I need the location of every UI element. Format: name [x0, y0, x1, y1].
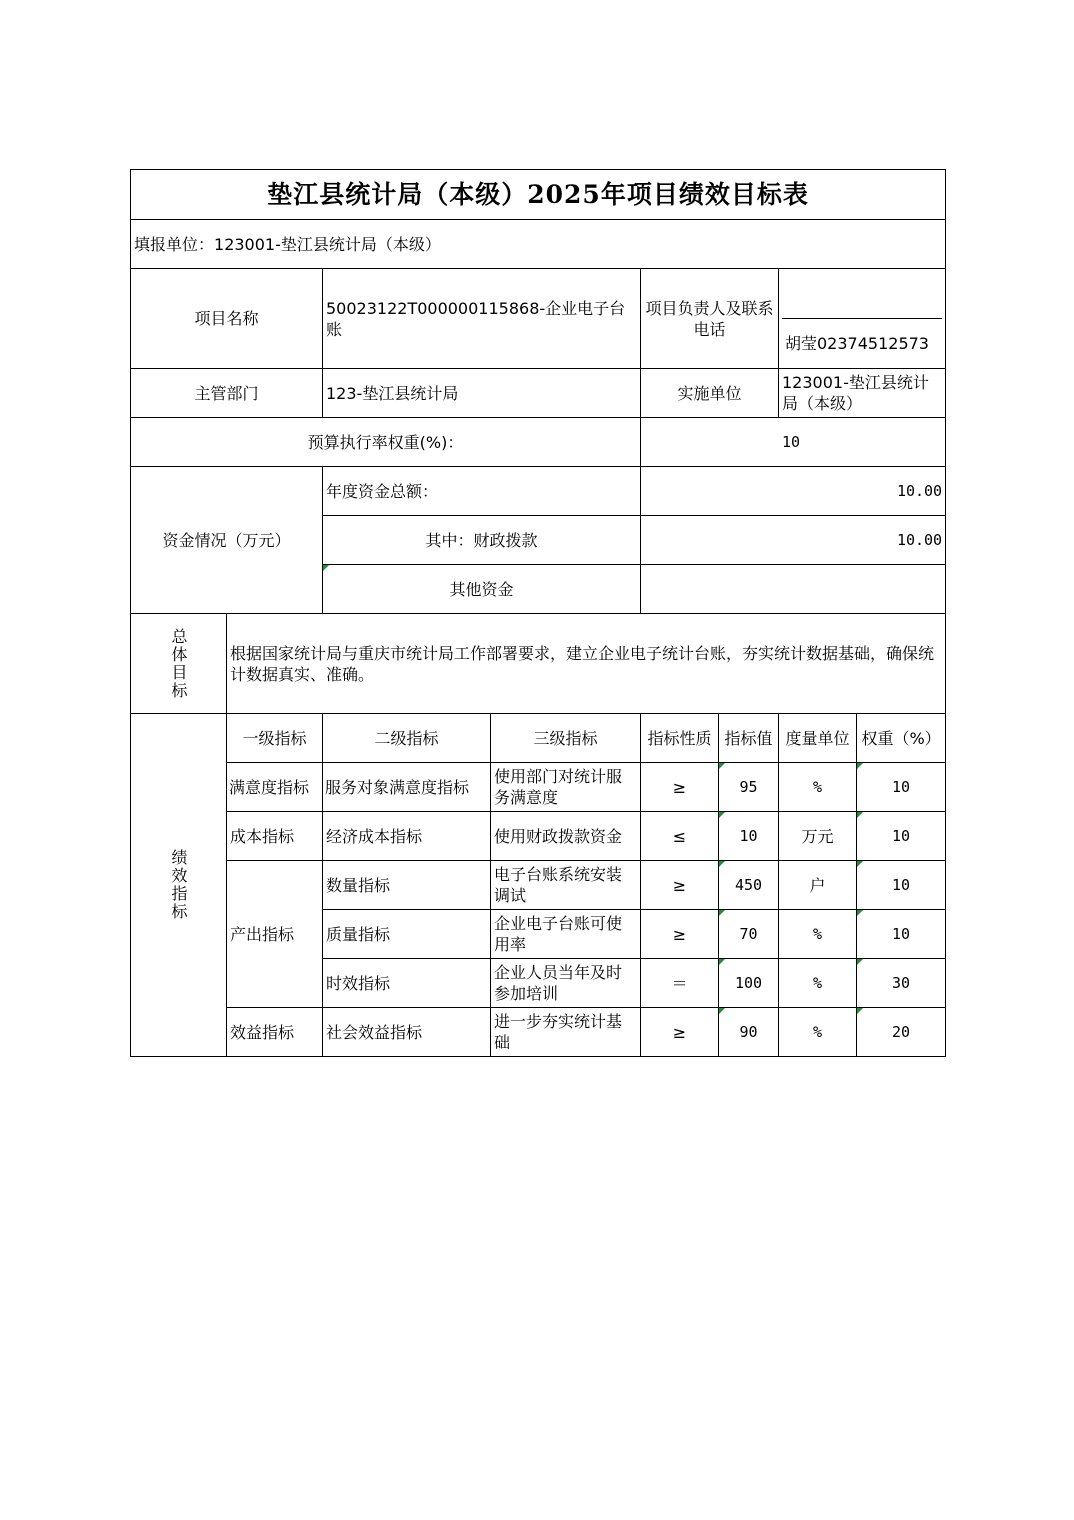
row-level1: 满意度指标 [227, 763, 323, 812]
fill-unit-value: 123001-垫江县统计局（本级） [214, 234, 441, 254]
goal-label: 总体目标 [169, 627, 188, 700]
row-unit: % [779, 1008, 857, 1057]
row-weight: 10 [857, 812, 946, 861]
project-name-label: 项目名称 [131, 269, 323, 369]
header-level1: 一级指标 [227, 714, 323, 763]
contact-blank [782, 269, 942, 319]
row-nature: ＝ [641, 959, 719, 1008]
funds-total-value: 10.00 [641, 467, 946, 516]
row-level1: 效益指标 [227, 1008, 323, 1057]
contact-label: 项目负责人及联系电话 [641, 269, 779, 369]
row-level3: 进一步夯实统计基础 [491, 1008, 641, 1057]
budget-rate-label: 预算执行率权重(%)： [131, 418, 641, 467]
impl-unit-label: 实施单位 [641, 369, 779, 418]
indicators-label: 绩效指标 [169, 849, 188, 921]
dept-label: 主管部门 [131, 369, 323, 418]
header-weight: 权重（%） [857, 714, 946, 763]
row-weight: 10 [857, 763, 946, 812]
row-level2: 经济成本指标 [323, 812, 491, 861]
row-level3: 企业电子台账可使用率 [491, 910, 641, 959]
row-unit: % [779, 959, 857, 1008]
row-value: 10 [719, 812, 779, 861]
funds-other-label: 其他资金 [323, 565, 641, 614]
row-nature: ≥ [641, 763, 719, 812]
indicators-label-cell [131, 714, 227, 1057]
row-level2: 社会效益指标 [323, 1008, 491, 1057]
header-value: 指标值 [719, 714, 779, 763]
row-level1: 产出指标 [227, 861, 323, 1008]
table-row [131, 1008, 946, 1057]
row-level2: 质量指标 [323, 910, 491, 959]
row-weight: 20 [857, 1008, 946, 1057]
row-level3: 使用部门对统计服务满意度 [491, 763, 641, 812]
goal-text: 根据国家统计局与重庆市统计局工作部署要求，建立企业电子统计台账，夯实统计数据基础，确保统计数据真实、准确。 [227, 614, 946, 714]
contact-value: 胡莹02374512573 [785, 334, 929, 353]
row-level3: 电子台账系统安装调试 [491, 861, 641, 910]
header-level2: 二级指标 [323, 714, 491, 763]
contact-cell [779, 269, 946, 369]
header-level3: 三级指标 [491, 714, 641, 763]
row-nature: ≥ [641, 910, 719, 959]
row-value: 90 [719, 1008, 779, 1057]
table-row [131, 861, 946, 910]
fill-unit-row [131, 220, 946, 269]
table-row [131, 812, 946, 861]
row-level3: 使用财政拨款资金 [491, 812, 641, 861]
funds-total-label: 年度资金总额： [323, 467, 641, 516]
row-unit: 万元 [779, 812, 857, 861]
row-weight: 10 [857, 910, 946, 959]
row-weight: 30 [857, 959, 946, 1008]
dept-value: 123-垫江县统计局 [323, 369, 641, 418]
row-level2: 数量指标 [323, 861, 491, 910]
row-nature: ≥ [641, 1008, 719, 1057]
funds-fiscal-value: 10.00 [641, 516, 946, 565]
funds-label: 资金情况（万元） [131, 467, 323, 614]
goal-label-cell [131, 614, 227, 714]
row-level2: 时效指标 [323, 959, 491, 1008]
row-level2: 服务对象满意度指标 [323, 763, 491, 812]
budget-rate-value: 10 [641, 418, 946, 467]
project-name-value: 50023122T000000115868-企业电子台账 [323, 269, 641, 369]
row-unit: % [779, 910, 857, 959]
row-unit: % [779, 763, 857, 812]
impl-unit-value: 123001-垫江县统计局（本级） [779, 369, 946, 418]
row-value: 70 [719, 910, 779, 959]
table-row [131, 763, 946, 812]
row-unit: 户 [779, 861, 857, 910]
funds-other-value [641, 565, 946, 614]
row-value: 95 [719, 763, 779, 812]
row-weight: 10 [857, 861, 946, 910]
row-value: 450 [719, 861, 779, 910]
performance-target-sheet [130, 169, 945, 1057]
funds-fiscal-label: 其中：财政拨款 [323, 516, 641, 565]
header-nature: 指标性质 [641, 714, 719, 763]
row-level1: 成本指标 [227, 812, 323, 861]
performance-target-table [130, 169, 946, 1057]
row-level3: 企业人员当年及时参加培训 [491, 959, 641, 1008]
row-nature: ≥ [641, 861, 719, 910]
row-value: 100 [719, 959, 779, 1008]
header-unit: 度量单位 [779, 714, 857, 763]
row-nature: ≤ [641, 812, 719, 861]
fill-unit-label: 填报单位： [134, 234, 215, 254]
page-title: 垫江县统计局（本级）2025年项目绩效目标表 [131, 170, 946, 220]
